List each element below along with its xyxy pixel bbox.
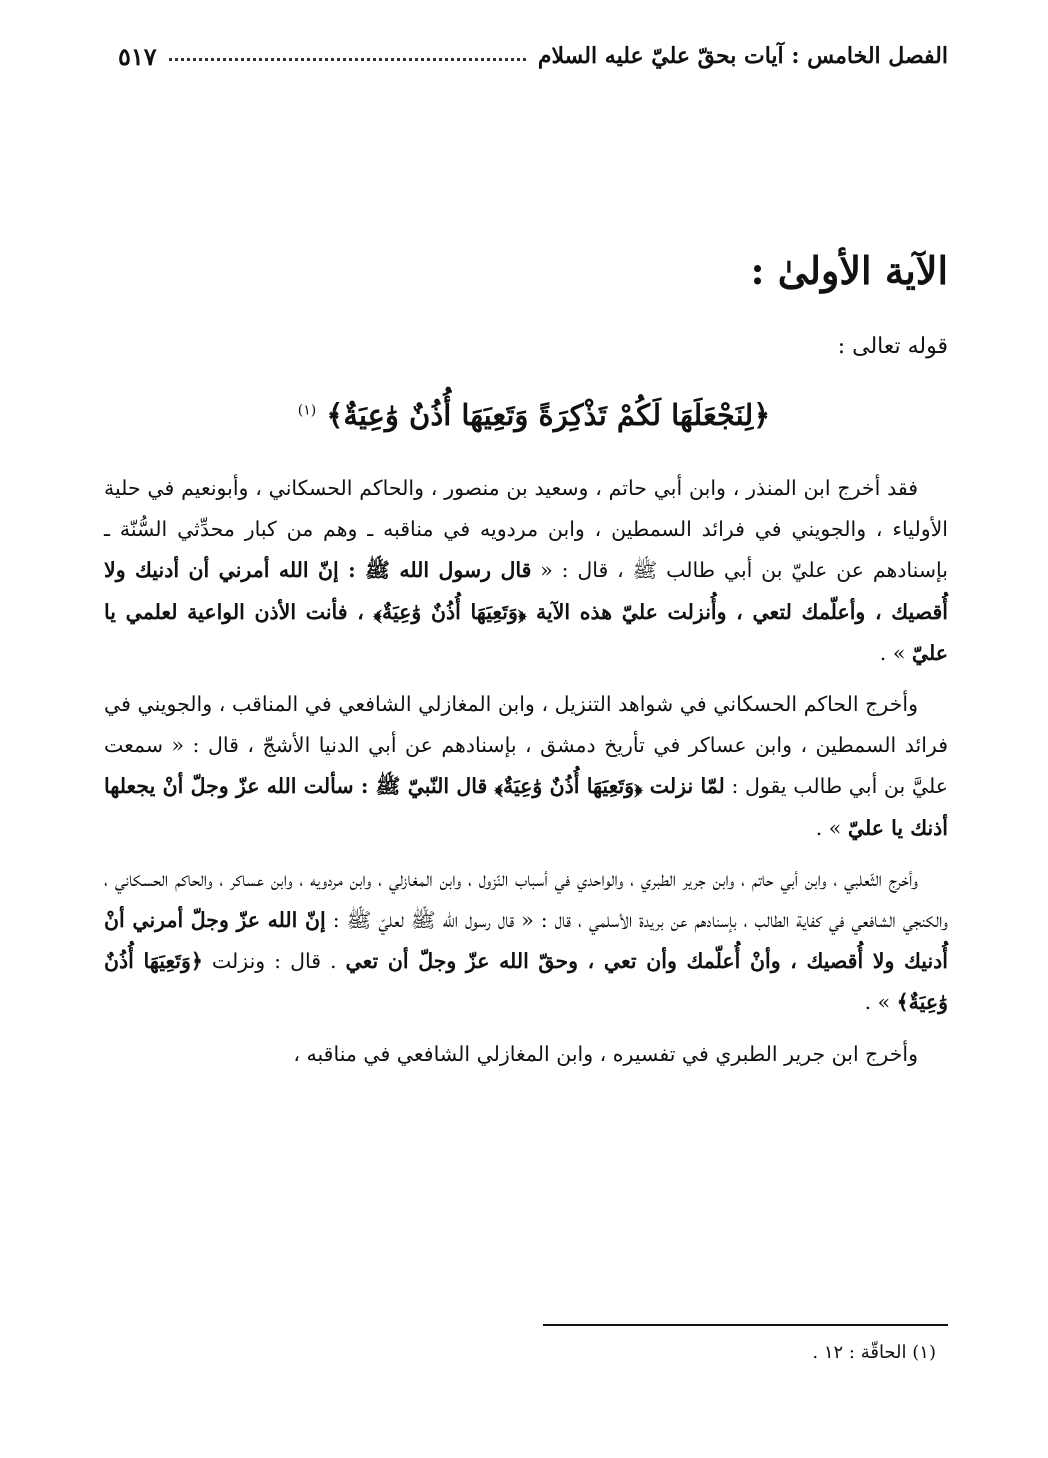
paragraph bbox=[104, 468, 948, 674]
running-header bbox=[118, 36, 948, 76]
text-run: » . bbox=[864, 990, 897, 1015]
bold-quote: لمّا نزلت ﴿وَتَعِيَهَا أُذُنٌ وَٰعِيَةٌ﴾ قال النّبيّ ﷺ : سألت الله عزّ وجلّ أنْ يجعلها أذنك يا عليّ bbox=[104, 774, 948, 840]
text-run: » . bbox=[879, 640, 912, 665]
bold-quote: إنّ الله عزّ وجلّ أمرني أنْ أُدنيك ولا أُقصيك ، وأنْ أُعلّمك وأن تعي ، وحقّ الله عزّ وجلّ أن تعي bbox=[104, 908, 948, 974]
bold-quote: ﴿وَتَعِيَهَا أُذُنٌ وَٰعِيَةٌ﴾ bbox=[104, 949, 948, 1015]
body-text bbox=[104, 468, 948, 1085]
bold-quote: قال رسول الله ﷺ : إنّ الله أمرني أن أدنيك ولا أُقصيك ، وأعلّمك لتعي ، وأُنزلت عليّ هذه الآية ﴿وَتَعِيَهَا أُذُنٌ وَٰعِيَةٌ﴾ ، فأنت الأذن الواعية لعلمي يا عليّ bbox=[104, 558, 948, 665]
section-heading: الآية الأولىٰ : bbox=[750, 248, 948, 293]
paragraph bbox=[104, 684, 948, 849]
text-run: فقد أخرج ابن المنذر ، وابن أبي حاتم ، وسعيد بن منصور ، والحاكم الحسكاني ، وأبونعيم في حلية الأولياء ، والجويني في فرائد السمطين ، وابن مردويه في مناقبه ـ وهم من كبار محدِّثي السُّنّة ـ بإسنادهم عن عليّ بن أبي طالب ﷺ ، قال : « bbox=[104, 476, 948, 583]
verse-text: ﴿لِنَجْعَلَهَا لَكُمْ تَذْكِرَةً وَتَعِيَهَا أُذُنٌ وَٰعِيَةٌ﴾ bbox=[326, 398, 771, 432]
text-run: . قال : ونزلت bbox=[202, 949, 346, 974]
footnote-ref: (١) bbox=[297, 402, 317, 419]
paragraph bbox=[104, 859, 948, 1024]
quran-verse bbox=[120, 398, 948, 432]
leader-dots bbox=[169, 58, 526, 61]
footnote: (١) الحاقّة : ١٢ . bbox=[812, 1342, 936, 1363]
text-run: وأخرج الحاكم الحسكاني في شواهد التنزيل ، وابن المغازلي الشافعي في المناقب ، والجويني في فرائد السمطين ، وابن عساكر في تأريخ دمشق ، بإسنادهم عن أبي الدنيا الأشجّ ، قال : « سمعت عليَّ بن أبي طالب يقول : bbox=[104, 692, 948, 799]
text-run: وأخرج ابن جرير الطبري في تفسيره ، وابن المغازلي الشافعي في مناقبه ، bbox=[293, 1041, 918, 1066]
intro-line: قوله تعالى : bbox=[837, 334, 948, 359]
chapter-title: الفصل الخامس : آيات بحقّ عليّ عليه السلام bbox=[537, 43, 948, 69]
page-number: ٥١٧ bbox=[118, 41, 157, 71]
paragraph bbox=[104, 1034, 948, 1075]
footnote-divider bbox=[543, 1324, 948, 1326]
text-run: » . bbox=[815, 815, 848, 840]
text-run: وأخرج الثّعلبي ، وابن أبي حاتم ، وابن جرير الطبري ، والواحدي في أسباب النّزول ، وابن المغازلي ، وابن مردويه ، وابن عساكر ، والحاكم الحسكاني ، والكنجي الشافعي في كفاية الطالب ، بإسنادهم عن بريدة الأسلمي ، قال : « قال رسول الله ﷺ لعليّ ﷺ : bbox=[104, 866, 948, 933]
